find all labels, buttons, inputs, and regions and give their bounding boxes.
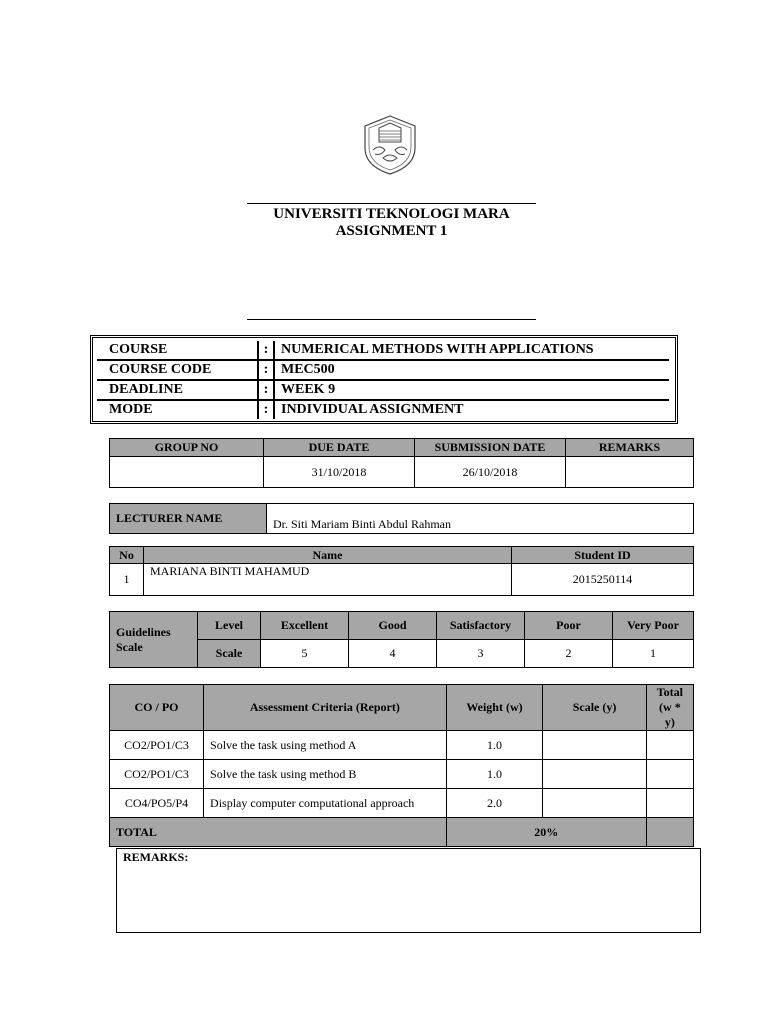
- criteria-header: Assessment Criteria (Report): [204, 685, 447, 731]
- due-date-header: DUE DATE: [264, 439, 415, 457]
- level-poor: Poor: [525, 612, 613, 640]
- student-name: MARIANA BINTI MAHAMUD: [144, 564, 512, 596]
- row1-copo: CO2/PO1/C3: [110, 731, 204, 760]
- assessment-table: [109, 684, 694, 847]
- group-table: [109, 438, 694, 488]
- title-rule-bottom: [247, 319, 536, 320]
- student-no: 1: [110, 564, 144, 596]
- row2-copo: CO2/PO1/C3: [110, 760, 204, 789]
- copo-header: CO / PO: [110, 685, 204, 731]
- scale-satisfactory: 3: [437, 640, 525, 668]
- group-no-cell: [110, 457, 264, 488]
- scale-good: 4: [349, 640, 437, 668]
- remarks-header: REMARKS: [566, 439, 694, 457]
- row3-weight: 2.0: [446, 789, 543, 818]
- title-rule-top: [247, 203, 536, 204]
- course-code-value: MEC500: [274, 360, 669, 380]
- remarks-cell: [566, 457, 694, 488]
- course-label: COURSE: [97, 341, 258, 360]
- row1-scale: [543, 731, 646, 760]
- submission-date-header: SUBMISSION DATE: [415, 439, 566, 457]
- row2-total: [646, 760, 693, 789]
- assessment-row: [110, 731, 694, 760]
- total-header: Total (w * y): [646, 685, 693, 731]
- mode-label: MODE: [97, 400, 258, 419]
- lecturer-label: LECTURER NAME: [110, 504, 267, 534]
- deadline-sep: :: [258, 380, 274, 400]
- university-crest-icon: [361, 114, 419, 176]
- level-satisfactory: Satisfactory: [437, 612, 525, 640]
- student-id: 2015250114: [512, 564, 694, 596]
- guidelines-table: [109, 611, 694, 668]
- name-header: Name: [144, 547, 512, 564]
- university-title: UNIVERSITI TEKNOLOGI MARA: [273, 206, 510, 222]
- row2-scale: [543, 760, 646, 789]
- row3-scale: [543, 789, 646, 818]
- row2-weight: 1.0: [446, 760, 543, 789]
- level-good: Good: [349, 612, 437, 640]
- course-code-sep: :: [258, 360, 274, 380]
- course-row: [97, 341, 669, 360]
- assessment-row: [110, 789, 694, 818]
- row1-total: [646, 731, 693, 760]
- assignment-title: ASSIGNMENT 1: [335, 223, 448, 239]
- due-date-cell: 31/10/2018: [264, 457, 415, 488]
- row2-criteria: Solve the task using method B: [204, 760, 447, 789]
- total-label: TOTAL: [110, 818, 447, 847]
- assessment-row: [110, 760, 694, 789]
- no-header: No: [110, 547, 144, 564]
- total-weight: 20%: [446, 818, 646, 847]
- student-table: [109, 546, 694, 596]
- lecturer-name: Dr. Siti Mariam Binti Abdul Rahman: [267, 504, 694, 534]
- scale-label: Scale: [198, 640, 261, 668]
- row3-criteria: Display computer computational approach: [204, 789, 447, 818]
- row3-copo: CO4/PO5/P4: [110, 789, 204, 818]
- row3-total: [646, 789, 693, 818]
- scale-excellent: 5: [261, 640, 349, 668]
- course-info-box: [90, 335, 678, 424]
- scale-header: Scale (y): [543, 685, 646, 731]
- level-very-poor: Very Poor: [613, 612, 694, 640]
- mode-value: INDIVIDUAL ASSIGNMENT: [281, 402, 464, 417]
- guidelines-label: Guidelines Scale: [110, 612, 198, 668]
- total-sum-cell: [646, 818, 693, 847]
- course-value: NUMERICAL METHODS WITH APPLICATIONS: [274, 341, 669, 360]
- row1-weight: 1.0: [446, 731, 543, 760]
- remarks-box: [116, 848, 701, 933]
- group-no-header: GROUP NO: [110, 439, 264, 457]
- scale-very-poor: 1: [613, 640, 694, 668]
- course-code-row: [97, 360, 669, 380]
- weight-header: Weight (w): [446, 685, 543, 731]
- lecturer-table: [109, 503, 694, 534]
- course-sep: :: [258, 341, 274, 360]
- level-excellent: Excellent: [261, 612, 349, 640]
- scale-poor: 2: [525, 640, 613, 668]
- course-code-label: COURSE CODE: [97, 360, 258, 380]
- deadline-row: [97, 380, 669, 400]
- mode-sep: :: [258, 400, 274, 419]
- remarks-label: REMARKS:: [123, 850, 189, 864]
- level-label: Level: [198, 612, 261, 640]
- deadline-label: DEADLINE: [97, 380, 258, 400]
- row1-criteria: Solve the task using method A: [204, 731, 447, 760]
- submission-date-cell: 26/10/2018: [415, 457, 566, 488]
- student-id-header: Student ID: [512, 547, 694, 564]
- deadline-value: WEEK 9: [274, 380, 669, 400]
- mode-row: [97, 400, 669, 419]
